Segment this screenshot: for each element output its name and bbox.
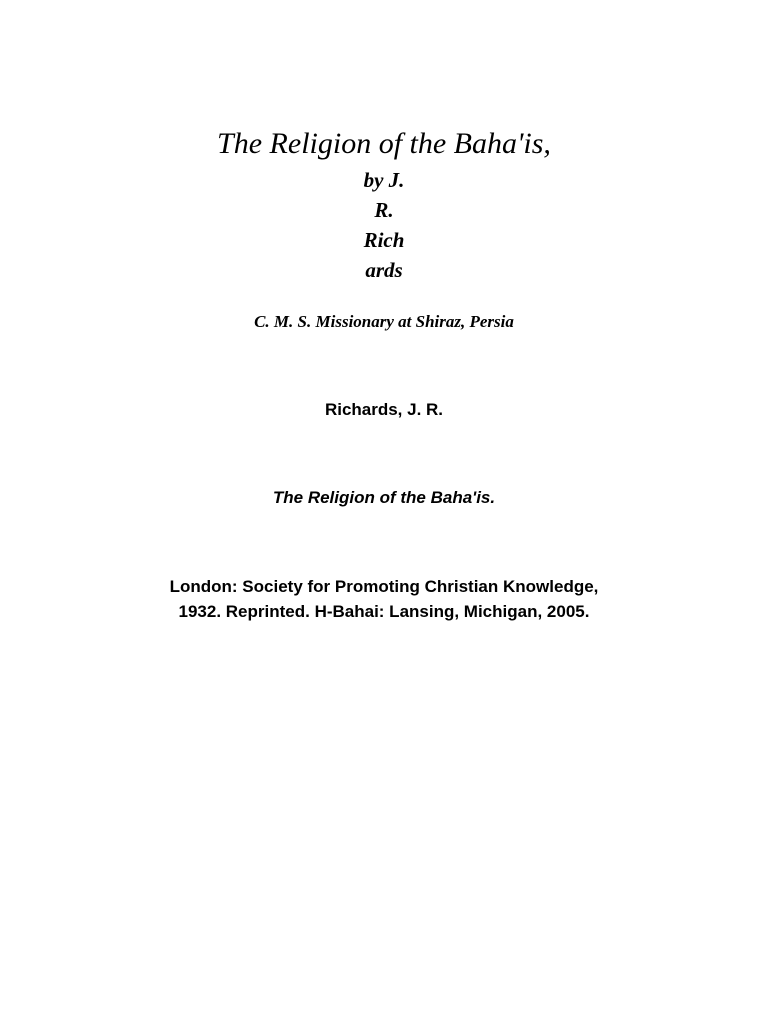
- document-title: The Religion of the Baha'is,: [217, 127, 551, 160]
- byline-line-3: Rich: [363, 228, 405, 252]
- citation-work-title: The Religion of the Baha'is.: [272, 488, 496, 507]
- byline-line-2: R.: [374, 198, 394, 222]
- citation-author: Richards, J. R.: [324, 400, 444, 419]
- publication-line-1: London: Society for Promoting Christian Knowledge,: [169, 577, 599, 596]
- author-affiliation: C. M. S. Missionary at Shiraz, Persia: [254, 312, 514, 331]
- publication-line-2: 1932. Reprinted. H-Bahai: Lansing, Michigan, 2005.: [178, 602, 590, 621]
- byline-line-4: ards: [365, 258, 403, 282]
- byline-line-1: by J.: [363, 168, 405, 192]
